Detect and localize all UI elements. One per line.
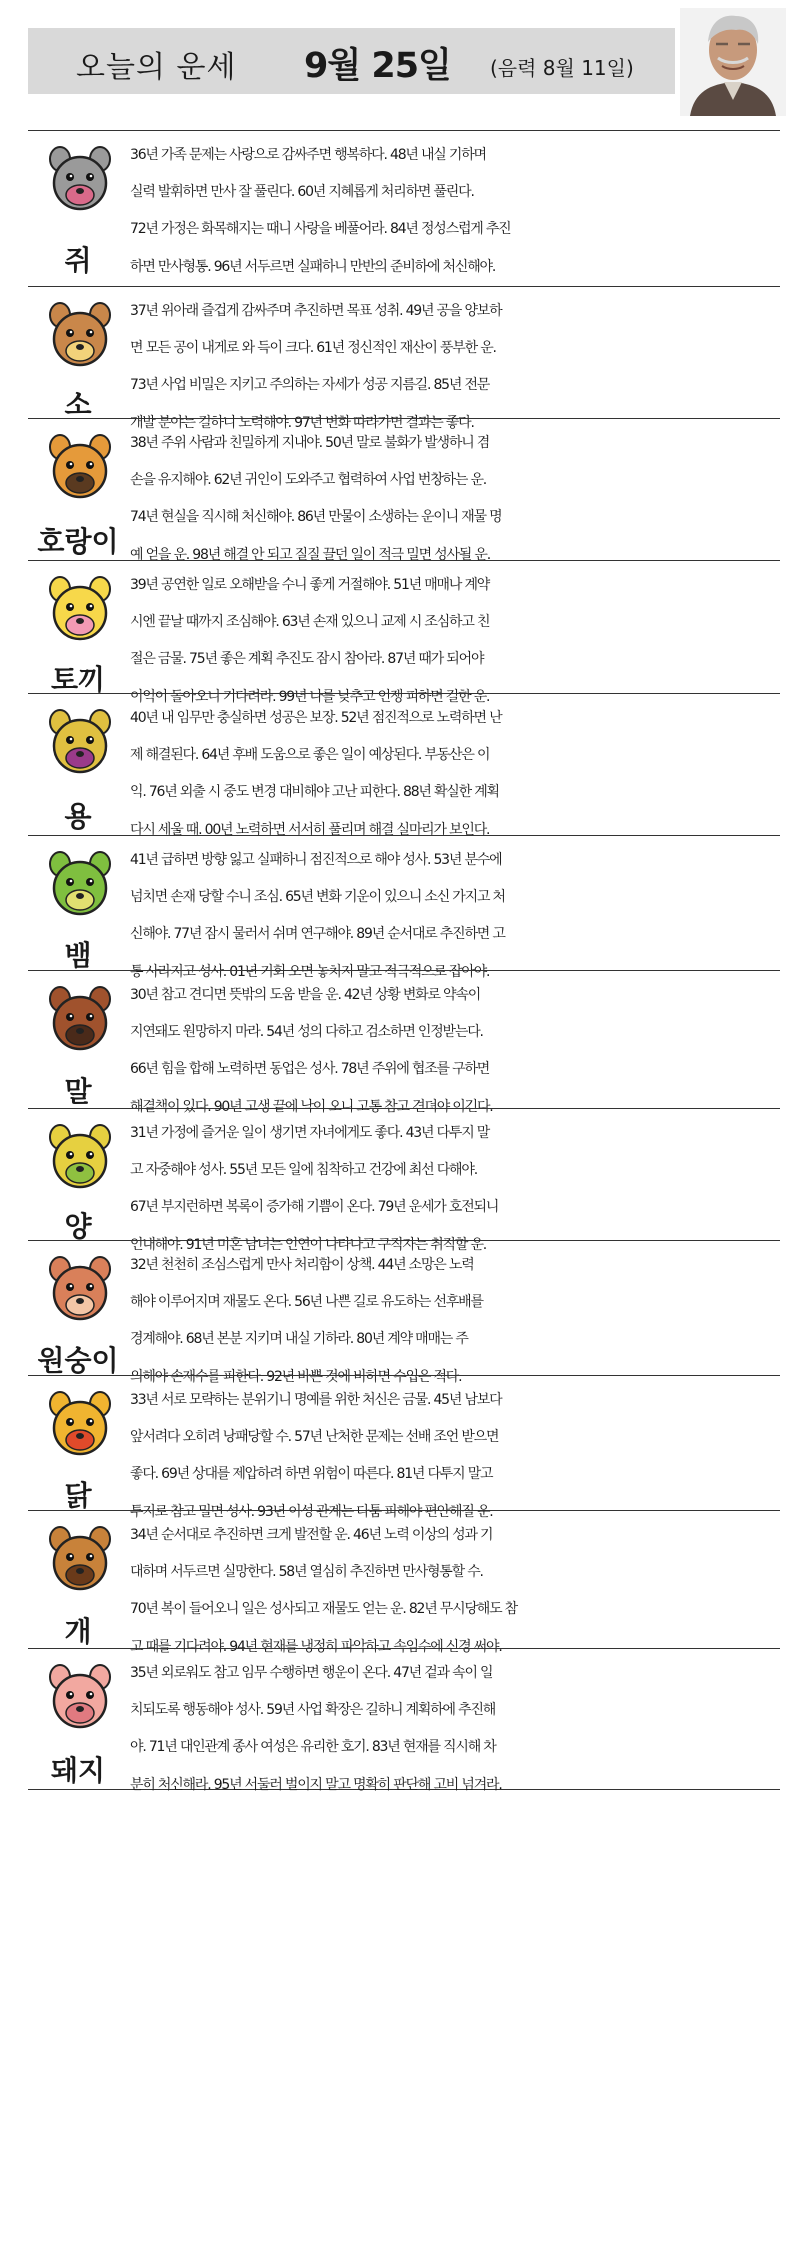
fortune-line: 41년 급하면 방향 잃고 실패하니 점진적으로 해야 성사. 53년 분수에 — [130, 852, 502, 868]
animal-name: 소 — [64, 388, 92, 421]
fortune-line: 앞서려다 오히려 낭패당할 수. 57년 난처한 문제는 선배 조언 받으면 — [130, 1429, 499, 1446]
rooster-icon — [46, 1390, 114, 1470]
animal-cell — [28, 836, 128, 971]
fortune-line: 하면 만사형통. 96년 서두르면 실패하니 만반의 준비하에 처신해야. — [130, 258, 496, 275]
animal-name: 개 — [64, 1615, 92, 1648]
tiger-icon — [46, 433, 114, 513]
fortune-row — [28, 693, 780, 836]
fortune-text — [130, 977, 778, 1126]
fortune-line: 39년 공연한 일로 오해받을 수니 좋게 거절해야. 51년 매매나 계약 — [130, 577, 490, 593]
fortune-line: 32년 천천히 조심스럽게 만사 처리함이 상책. 44년 소망은 노력 — [130, 1257, 474, 1273]
fortune-row — [28, 418, 780, 561]
ox-icon — [46, 301, 114, 381]
animal-cell — [28, 1109, 128, 1241]
horse-icon — [46, 985, 114, 1065]
fortune-row — [28, 560, 780, 705]
animal-cell — [28, 131, 128, 287]
fortune-line: 31년 가정에 즐거운 일이 생기면 자녀에게도 좋다. 43년 다투지 말 — [130, 1125, 490, 1141]
header-bar — [28, 28, 675, 94]
fortune-text — [130, 700, 778, 849]
fortune-line: 익. 76년 외출 시 중도 변경 대비해야 고난 피한다. 88년 확실한 계획 — [130, 784, 499, 801]
fortune-row — [28, 835, 780, 980]
lunar-date-label: (음력 8월 11일) — [490, 56, 634, 80]
fortune-text — [130, 842, 778, 991]
fortune-line: 36년 가족 문제는 사랑으로 감싸주면 행복하다. 48년 내실 기하며 — [130, 147, 486, 163]
animal-name: 말 — [64, 1075, 92, 1108]
animal-name: 닭 — [64, 1478, 92, 1512]
animal-name: 양 — [64, 1210, 92, 1243]
fortune-line: 개발 분야는 길하니 노력해야. 97년 변화 따라가면 결과는 좋다. — [130, 414, 474, 431]
animal-name: 용 — [64, 800, 92, 833]
dragon-icon — [46, 708, 114, 788]
snake-icon — [46, 850, 114, 930]
pig-icon — [46, 1663, 114, 1743]
animal-name: 원숭이 — [37, 1343, 119, 1377]
columnist-photo — [680, 8, 786, 116]
fortune-line: 분히 처신해라. 95년 서둘러 벌이지 말고 명확히 판단해 고비 넘겨라. — [130, 1776, 502, 1793]
rat-icon — [46, 145, 114, 225]
fortune-line: 73년 사업 비밀은 지키고 주의하는 자세가 성공 지름길. 85년 전문 — [130, 377, 490, 394]
fortune-line: 경계해야. 68년 본분 지키며 내실 기하라. 80년 계약 매매는 주 — [130, 1331, 468, 1348]
fortune-line: 37년 위아래 즐겁게 감싸주며 추진하면 목표 성취. 49년 공을 양보하 — [130, 303, 502, 319]
fortune-line: 치되도록 행동해야 성사. 59년 사업 확장은 길하니 계획하에 추진해 — [130, 1702, 496, 1719]
page-title: 오늘의 운세 — [76, 50, 237, 85]
fortune-row — [28, 1375, 780, 1520]
fortune-text — [130, 1517, 778, 1666]
fortune-row — [28, 1240, 780, 1385]
fortune-line: 고 때를 기다려야. 94년 현재를 냉정히 파악하고 속임수에 신경 써야. — [130, 1638, 502, 1655]
fortune-line: 투지로 참고 밀면 성사. 93년 이성 관계는 다툼 피해야 편안해질 운. — [130, 1503, 493, 1520]
fortune-line: 해결책이 있다. 90년 고생 끝에 낙이 오니 고통 참고 견뎌야 이긴다. — [130, 1098, 493, 1115]
animal-cell — [28, 1511, 128, 1649]
fortune-line: 33년 서로 모략하는 분위기니 명예를 위한 처신은 금물. 45년 남보다 — [130, 1392, 502, 1408]
fortune-line: 34년 순서대로 추진하면 크게 발전할 운. 46년 노력 이상의 성과 기 — [130, 1527, 493, 1543]
animal-cell — [28, 287, 128, 419]
fortune-line: 40년 내 임무만 충실하면 성공은 보장. 52년 점진적으로 노력하면 난 — [130, 710, 502, 726]
fortune-line: 야. 71년 대인관계 종사 여성은 유리한 호기. 83년 현재를 직시해 차 — [130, 1739, 496, 1756]
fortune-line: 넘치면 손재 당할 수니 조심. 65년 변화 기운이 있으니 소신 가지고 처 — [130, 889, 505, 906]
rabbit-icon — [46, 575, 114, 655]
fortune-line: 72년 가정은 화목해지는 때니 사랑을 베풀어라. 84년 정성스럽게 추진 — [130, 221, 511, 238]
fortune-line: 66년 힘을 합해 노력하면 동업은 성사. 78년 주위에 협조를 구하면 — [130, 1061, 490, 1078]
fortune-line: 30년 참고 견디면 뜻밖의 도움 받을 운. 42년 상황 변화로 약속이 — [130, 987, 481, 1003]
fortune-line: 시엔 끝날 때까지 조심해야. 63년 손재 있으니 교제 시 조심하고 친 — [130, 614, 490, 631]
animal-name: 쥐 — [64, 244, 92, 277]
fortune-line: 74년 현실을 직시해 처신해야. 86년 만물이 소생하는 운이니 재물 명 — [130, 509, 502, 526]
animal-cell — [28, 1376, 128, 1511]
fortune-line: 실력 발휘하면 만사 잘 풀린다. 60년 지혜롭게 처리하면 풀린다. — [130, 184, 474, 201]
animal-cell — [28, 694, 128, 836]
fortune-line: 제 해결된다. 64년 후배 도움으로 좋은 일이 예상된다. 부동산은 이 — [130, 747, 490, 764]
animal-name: 뱀 — [64, 938, 92, 972]
fortune-line: 의해야 손재수를 피한다. 92년 바쁜 것에 비하면 수입은 적다. — [130, 1368, 462, 1385]
fortune-line: 신해야. 77년 잠시 물러서 쉬며 연구해야. 89년 순서대로 추진하면 고 — [130, 926, 505, 943]
fortune-line: 인내해야. 91년 미혼 남녀는 인연이 나타나고 구직자는 취직할 운. — [130, 1236, 487, 1253]
fortune-text — [130, 1655, 778, 1804]
fortune-line: 통 사라지고 성사. 01년 기회 오면 놓치지 말고 적극적으로 잡아야. — [130, 963, 490, 980]
fortune-line: 다시 세울 때. 00년 노력하면 서서히 풀리며 해결 실마리가 보인다. — [130, 821, 490, 838]
fortune-line: 해야 이루어지며 재물도 온다. 56년 나쁜 길로 유도하는 선후배를 — [130, 1294, 483, 1311]
animal-name: 호랑이 — [37, 525, 119, 558]
fortune-line: 손을 유지해야. 62년 귀인이 도와주고 협력하여 사업 번창하는 운. — [130, 472, 487, 489]
fortune-text — [130, 1382, 778, 1531]
fortune-row — [28, 1648, 780, 1793]
fortune-line: 예 얻을 운. 98년 해결 안 되고 질질 끌던 일이 적극 밀면 성사될 운. — [130, 546, 490, 563]
fortune-text — [130, 137, 778, 286]
fortune-line: 67년 부지런하면 복록이 증가해 기쁨이 온다. 79년 운세가 호전되니 — [130, 1199, 499, 1216]
fortune-line: 70년 복이 들어오니 일은 성사되고 재물도 얻는 운. 82년 무시당해도 참 — [130, 1601, 518, 1618]
fortune-line: 좋다. 69년 상대를 제압하려 하면 위험이 따른다. 81년 다투지 말고 — [130, 1466, 493, 1483]
animal-cell — [28, 1241, 128, 1376]
monkey-icon — [46, 1255, 114, 1335]
date-label: 9월 25일 — [304, 46, 451, 86]
animal-name: 토끼 — [50, 662, 106, 696]
fortune-row — [28, 130, 780, 287]
dog-icon — [46, 1525, 114, 1605]
fortune-line: 면 모든 공이 내게로 와 득이 크다. 61년 정신적인 재산이 풍부한 운. — [130, 340, 496, 357]
fortune-line: 대하며 서두르면 실망한다. 58년 열심히 추진하면 만사형통할 수. — [130, 1564, 483, 1581]
fortune-line: 절은 금물. 75년 좋은 계획 추진도 잠시 참아라. 87년 때가 되어야 — [130, 651, 484, 668]
fortune-line: 지연돼도 원망하지 마라. 54년 성의 다하고 검소하면 인정받는다. — [130, 1024, 483, 1041]
sheep-icon — [46, 1123, 114, 1203]
fortune-line: 38년 주위 사람과 친밀하게 지내야. 50년 말로 불화가 발생하니 겸 — [130, 435, 490, 451]
fortune-line: 35년 외로워도 참고 임무 수행하면 행운이 온다. 47년 겉과 속이 일 — [130, 1665, 493, 1681]
fortune-line: 이익이 돌아오니 기다려라. 99년 나를 낮추고 언쟁 피하면 길한 운. — [130, 688, 490, 705]
fortune-row — [28, 286, 780, 431]
fortune-text — [130, 425, 778, 574]
fortune-line: 고 자중해야 성사. 55년 모든 일에 침착하고 건강에 최선 다해야. — [130, 1162, 477, 1179]
animal-cell — [28, 561, 128, 694]
animal-cell — [28, 1649, 128, 1789]
fortune-row — [28, 1510, 780, 1655]
animal-cell — [28, 419, 128, 561]
fortune-text — [130, 1247, 778, 1396]
fortune-row — [28, 970, 780, 1115]
animal-cell — [28, 971, 128, 1109]
animal-name: 돼지 — [50, 1754, 106, 1787]
fortune-row — [28, 1108, 780, 1253]
